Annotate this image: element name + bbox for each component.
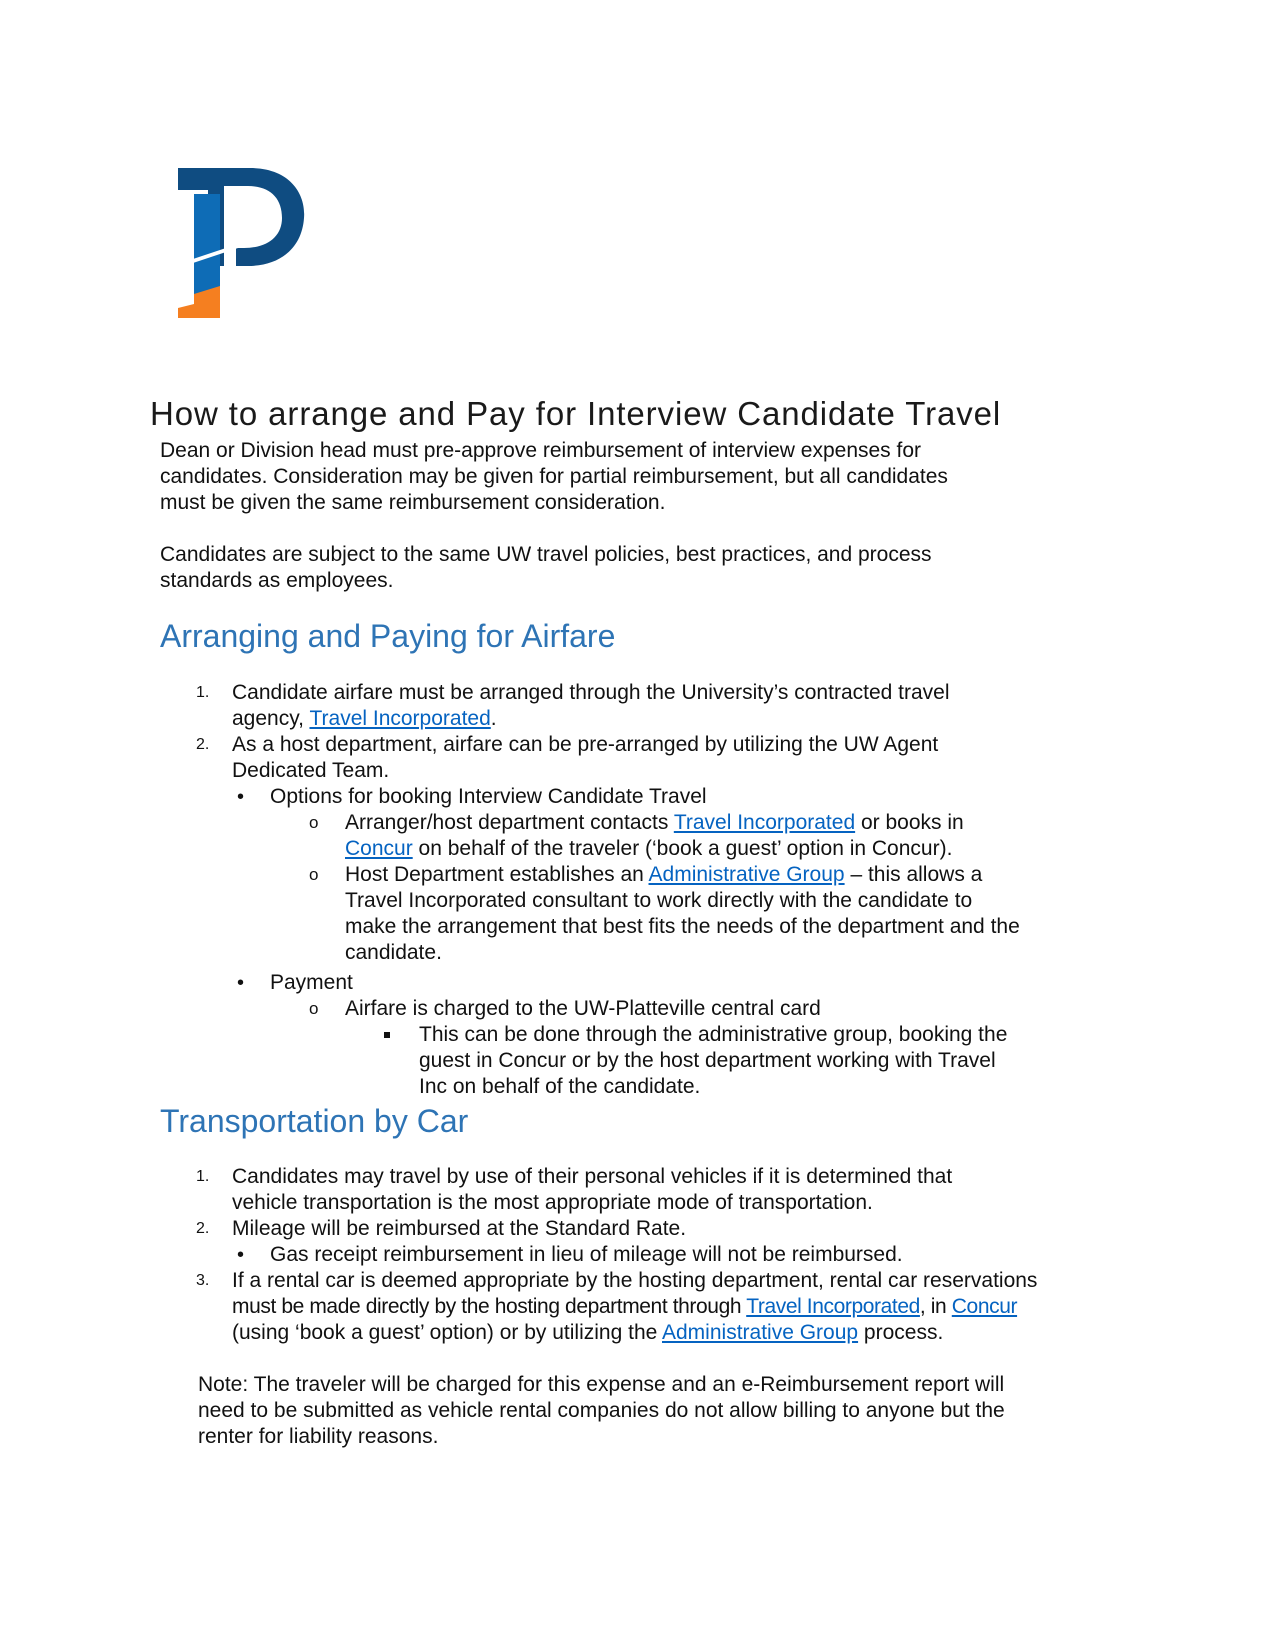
concur-link[interactable]: Concur bbox=[951, 1295, 1018, 1318]
car-note bbox=[198, 1372, 1098, 1450]
car-item-3-line-2-mid: , in bbox=[919, 1295, 947, 1318]
intro-p1-line-1: Dean or Division head must pre-approve reimbursement of interview expenses for bbox=[160, 439, 922, 462]
options-sub-2-line-3: make the arrangement that best fits the needs of the department and the bbox=[345, 915, 1020, 938]
payment-sub-1: Airfare is charged to the UW-Platteville central card bbox=[345, 997, 821, 1020]
car-heading: Transportation by Car bbox=[160, 1103, 469, 1139]
options-bullet: • bbox=[237, 786, 245, 808]
car-item-3-line-1: If a rental car is deemed appropriate by the hosting department, rental car reservations bbox=[232, 1269, 1038, 1292]
payment-detail-square-bullet bbox=[384, 1032, 390, 1038]
car-item-2-bullet-text: Gas receipt reimbursement in lieu of mileage will not be reimbursed. bbox=[270, 1243, 903, 1266]
university-logo bbox=[178, 168, 318, 336]
car-item-1-line-1: Candidates may travel by use of their personal vehicles if it is determined that bbox=[232, 1165, 953, 1188]
options-sub-2-line-4: candidate. bbox=[345, 941, 442, 964]
options-sub-1-line-2 bbox=[345, 836, 952, 862]
payment-label: Payment bbox=[270, 971, 353, 994]
car-item-2-line-1: Mileage will be reimbursed at the Standard Rate. bbox=[232, 1217, 687, 1240]
airfare-item-1-line-1: Candidate airfare must be arranged through the University’s contracted travel bbox=[232, 681, 950, 704]
car-item-1-number: 1. bbox=[196, 1168, 210, 1185]
airfare-item-1-agency-label: agency, bbox=[232, 707, 304, 730]
intro-p2-line-2: standards as employees. bbox=[160, 569, 394, 592]
options-sub-2-line-1 bbox=[345, 862, 982, 888]
intro-p2-line-1: Candidates are subject to the same UW travel policies, best practices, and process bbox=[160, 543, 932, 566]
administrative-group-link[interactable]: Administrative Group bbox=[648, 863, 845, 886]
page-title: How to arrange and Pay for Interview Candidate Travel bbox=[150, 395, 1002, 432]
car-item-3-line-2-pre: must be made directly by the hosting department through bbox=[232, 1295, 742, 1318]
intro-p1-line-2: candidates. Consideration may be given for partial reimbursement, but all candidates bbox=[160, 465, 948, 488]
airfare-item-1-period: . bbox=[490, 707, 497, 730]
options-sub-1-mid: or books in bbox=[860, 811, 964, 834]
airfare-item-2-line-1: As a host department, airfare can be pre-arranged by utilizing the UW Agent bbox=[232, 733, 939, 756]
options-sub-2-post: – this allows a bbox=[850, 863, 983, 886]
travel-incorporated-link[interactable]: Travel Incorporated bbox=[673, 811, 856, 834]
payment-detail-line-1: This can be done through the administrative group, booking the bbox=[419, 1023, 1008, 1046]
concur-link[interactable]: Concur bbox=[345, 837, 413, 860]
airfare-heading: Arranging and Paying for Airfare bbox=[160, 618, 616, 654]
intro-p1-line-3: must be given the same reimbursement consideration. bbox=[160, 491, 666, 514]
options-label: Options for booking Interview Candidate Travel bbox=[270, 785, 707, 808]
payment-sub-1-circle: o bbox=[309, 999, 319, 1018]
travel-incorporated-link[interactable]: Travel Incorporated bbox=[746, 1295, 920, 1318]
car-item-3-line-3-pre: (using ‘book a guest’ option) or by utilizing the bbox=[232, 1321, 658, 1344]
options-sub-1-circle: o bbox=[309, 813, 319, 832]
car-item-3-line-3 bbox=[232, 1320, 943, 1346]
car-item-2-bullet: • bbox=[237, 1244, 245, 1266]
airfare-item-1-line-2 bbox=[232, 706, 497, 732]
options-sub-1-line-1 bbox=[345, 810, 964, 836]
car-note-line-2: need to be submitted as vehicle rental companies do not allow billing to anyone but the bbox=[198, 1399, 1005, 1422]
payment-detail-line-3: Inc on behalf of the candidate. bbox=[419, 1075, 701, 1098]
logo-stem-blue bbox=[194, 194, 220, 294]
travel-incorporated-link[interactable]: Travel Incorporated bbox=[309, 707, 491, 730]
payment-bullet: • bbox=[237, 972, 245, 994]
airfare-item-1-number: 1. bbox=[196, 684, 210, 701]
options-sub-1-pre: Arranger/host department contacts bbox=[345, 811, 669, 834]
options-sub-1-post: on behalf of the traveler (‘book a guest’ option in Concur). bbox=[418, 837, 953, 860]
airfare-item-2-number: 2. bbox=[196, 736, 210, 753]
car-item-3-number: 3. bbox=[196, 1272, 210, 1289]
car-item-1-line-2: vehicle transportation is the most appropriate mode of transportation. bbox=[232, 1191, 873, 1214]
intro-paragraph-2 bbox=[160, 542, 1060, 594]
options-sub-2-circle: o bbox=[309, 865, 319, 884]
car-item-3-line-3-post: process. bbox=[863, 1321, 944, 1344]
car-item-3-line-2 bbox=[232, 1294, 1017, 1320]
car-item-2-number: 2. bbox=[196, 1220, 210, 1237]
airfare-item-2-line-2: Dedicated Team. bbox=[232, 759, 390, 782]
payment-detail-line-2: guest in Concur or by the host department working with Travel bbox=[419, 1049, 996, 1072]
logo-stem-top bbox=[178, 168, 208, 190]
intro-paragraph-1 bbox=[160, 438, 1060, 516]
car-note-line-1: Note: The traveler will be charged for this expense and an e-Reimbursement report will bbox=[198, 1373, 1005, 1396]
options-sub-2-line-2: Travel Incorporated consultant to work directly with the candidate to bbox=[345, 889, 973, 912]
administrative-group-link[interactable]: Administrative Group bbox=[662, 1321, 859, 1344]
options-sub-2-pre: Host Department establishes an bbox=[345, 863, 644, 886]
car-note-line-3: renter for liability reasons. bbox=[198, 1425, 439, 1448]
